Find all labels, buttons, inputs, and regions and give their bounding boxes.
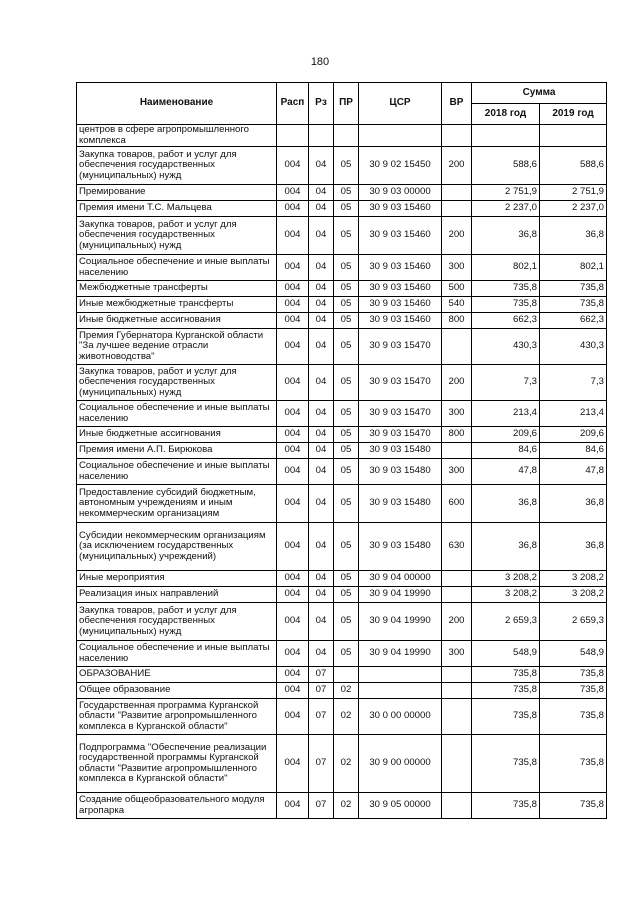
- cell-rasp: 004: [277, 201, 309, 217]
- cell-rz: 07: [309, 667, 334, 683]
- cell-name: Реализация иных направлений: [77, 587, 277, 603]
- header-csr: ЦСР: [359, 83, 442, 125]
- cell-sum-2019: 2 237,0: [540, 201, 607, 217]
- table-row: [77, 641, 607, 667]
- cell-csr: [359, 125, 442, 147]
- cell-sum-2018: 36,8: [472, 523, 540, 571]
- cell-rz: 04: [309, 329, 334, 365]
- cell-csr: 30 9 03 15460: [359, 281, 442, 297]
- cell-sum-2019: [540, 125, 607, 147]
- cell-csr: 30 9 03 00000: [359, 185, 442, 201]
- cell-csr: 30 9 03 15460: [359, 297, 442, 313]
- cell-vr: 630: [442, 523, 472, 571]
- cell-name: центров в сфере агропромышленного комплекса: [77, 125, 277, 147]
- cell-sum-2019: 735,8: [540, 297, 607, 313]
- cell-rz: 04: [309, 217, 334, 255]
- cell-rz: 04: [309, 603, 334, 641]
- cell-sum-2018: 735,8: [472, 793, 540, 819]
- cell-sum-2018: 735,8: [472, 281, 540, 297]
- cell-name: Премия имени Т.С. Мальцева: [77, 201, 277, 217]
- cell-csr: 30 9 02 15450: [359, 147, 442, 185]
- cell-rz: 04: [309, 281, 334, 297]
- cell-sum-2019: 3 208,2: [540, 587, 607, 603]
- header-pr: ПР: [334, 83, 359, 125]
- cell-vr: 200: [442, 365, 472, 401]
- cell-sum-2019: 36,8: [540, 523, 607, 571]
- cell-sum-2018: 735,8: [472, 297, 540, 313]
- table-row: [77, 667, 607, 683]
- cell-sum-2018: 2 237,0: [472, 201, 540, 217]
- cell-vr: [442, 793, 472, 819]
- cell-sum-2018: 735,8: [472, 699, 540, 735]
- table-row: [77, 313, 607, 329]
- header-name: Наименование: [77, 83, 277, 125]
- cell-sum-2018: 47,8: [472, 459, 540, 485]
- cell-rz: 04: [309, 365, 334, 401]
- header-rz: Рз: [309, 83, 334, 125]
- cell-csr: 30 9 00 00000: [359, 735, 442, 793]
- cell-sum-2019: 735,8: [540, 683, 607, 699]
- cell-csr: 30 9 05 00000: [359, 793, 442, 819]
- cell-sum-2018: 36,8: [472, 485, 540, 523]
- cell-rasp: 004: [277, 587, 309, 603]
- cell-sum-2019: 36,8: [540, 485, 607, 523]
- cell-rz: 07: [309, 683, 334, 699]
- cell-name: Премирование: [77, 185, 277, 201]
- cell-rasp: 004: [277, 217, 309, 255]
- table-body: [77, 125, 607, 819]
- table-row: [77, 603, 607, 641]
- cell-sum-2019: 548,9: [540, 641, 607, 667]
- cell-sum-2019: 3 208,2: [540, 571, 607, 587]
- cell-sum-2019: 662,3: [540, 313, 607, 329]
- cell-pr: 05: [334, 313, 359, 329]
- cell-name: Закупка товаров, работ и услуг для обеспечения государственных (муниципальных) нужд: [77, 603, 277, 641]
- cell-pr: 05: [334, 641, 359, 667]
- cell-csr: 30 9 04 19990: [359, 603, 442, 641]
- cell-sum-2018: 213,4: [472, 401, 540, 427]
- table-row: [77, 587, 607, 603]
- cell-vr: [442, 667, 472, 683]
- cell-pr: [334, 125, 359, 147]
- cell-sum-2018: 7,3: [472, 365, 540, 401]
- cell-pr: 05: [334, 255, 359, 281]
- cell-rasp: 004: [277, 281, 309, 297]
- cell-name: Закупка товаров, работ и услуг для обеспечения государственных (муниципальных) нужд: [77, 147, 277, 185]
- cell-rz: 04: [309, 185, 334, 201]
- cell-sum-2018: 36,8: [472, 217, 540, 255]
- cell-vr: [442, 699, 472, 735]
- cell-sum-2018: 2 751,9: [472, 185, 540, 201]
- cell-name: Предоставление субсидий бюджетным, автономным учреждениям и иным некоммерческим организациям: [77, 485, 277, 523]
- table-row: [77, 735, 607, 793]
- cell-sum-2019: 735,8: [540, 735, 607, 793]
- cell-csr: 30 9 04 19990: [359, 641, 442, 667]
- cell-rasp: 004: [277, 297, 309, 313]
- cell-rasp: 004: [277, 443, 309, 459]
- cell-name: Социальное обеспечение и иные выплаты населению: [77, 459, 277, 485]
- cell-name: Премия имени А.П. Бирюкова: [77, 443, 277, 459]
- cell-vr: [442, 735, 472, 793]
- cell-rasp: 004: [277, 365, 309, 401]
- cell-sum-2018: 735,8: [472, 667, 540, 683]
- cell-vr: 200: [442, 217, 472, 255]
- cell-sum-2019: 213,4: [540, 401, 607, 427]
- cell-pr: 02: [334, 699, 359, 735]
- cell-sum-2019: 36,8: [540, 217, 607, 255]
- cell-pr: 05: [334, 427, 359, 443]
- table-row: [77, 201, 607, 217]
- cell-rz: 04: [309, 147, 334, 185]
- cell-sum-2018: 588,6: [472, 147, 540, 185]
- cell-pr: 05: [334, 485, 359, 523]
- cell-csr: 30 9 04 19990: [359, 587, 442, 603]
- table-row: [77, 485, 607, 523]
- table-row: [77, 571, 607, 587]
- cell-sum-2019: 735,8: [540, 281, 607, 297]
- cell-rasp: 004: [277, 699, 309, 735]
- cell-csr: 30 9 03 15470: [359, 401, 442, 427]
- cell-pr: 02: [334, 793, 359, 819]
- budget-table: [76, 82, 607, 819]
- cell-name: Общее образование: [77, 683, 277, 699]
- cell-rz: 04: [309, 401, 334, 427]
- cell-rz: 04: [309, 313, 334, 329]
- cell-rasp: 004: [277, 329, 309, 365]
- cell-name: Иные межбюджетные трансферты: [77, 297, 277, 313]
- cell-rasp: 004: [277, 667, 309, 683]
- cell-rasp: 004: [277, 571, 309, 587]
- cell-sum-2019: 802,1: [540, 255, 607, 281]
- cell-sum-2018: 3 208,2: [472, 587, 540, 603]
- cell-rz: 04: [309, 427, 334, 443]
- cell-pr: 05: [334, 185, 359, 201]
- cell-name: Иные мероприятия: [77, 571, 277, 587]
- cell-rasp: 004: [277, 313, 309, 329]
- cell-vr: 200: [442, 603, 472, 641]
- cell-vr: [442, 571, 472, 587]
- cell-pr: 05: [334, 587, 359, 603]
- cell-name: Закупка товаров, работ и услуг для обеспечения государственных (муниципальных) нужд: [77, 365, 277, 401]
- cell-sum-2019: 2 659,3: [540, 603, 607, 641]
- cell-rasp: 004: [277, 793, 309, 819]
- table-row: [77, 523, 607, 571]
- cell-sum-2018: 662,3: [472, 313, 540, 329]
- cell-name: Межбюджетные трансферты: [77, 281, 277, 297]
- cell-csr: 30 9 03 15480: [359, 459, 442, 485]
- cell-rasp: 004: [277, 523, 309, 571]
- cell-rz: [309, 125, 334, 147]
- table-row: [77, 401, 607, 427]
- cell-pr: 05: [334, 603, 359, 641]
- table-row: [77, 365, 607, 401]
- cell-pr: 02: [334, 735, 359, 793]
- table-row: [77, 281, 607, 297]
- cell-sum-2018: 735,8: [472, 735, 540, 793]
- cell-rasp: 004: [277, 185, 309, 201]
- table-row: [77, 683, 607, 699]
- cell-csr: 30 9 03 15460: [359, 313, 442, 329]
- cell-name: ОБРАЗОВАНИЕ: [77, 667, 277, 683]
- cell-rz: 04: [309, 297, 334, 313]
- cell-rz: 04: [309, 459, 334, 485]
- cell-csr: [359, 667, 442, 683]
- cell-rz: 04: [309, 587, 334, 603]
- cell-csr: 30 9 03 15470: [359, 427, 442, 443]
- cell-name: Субсидии некоммерческим организациям (за исключением государственных (муниципальных) учреждений): [77, 523, 277, 571]
- cell-vr: [442, 201, 472, 217]
- table-header: [77, 83, 607, 125]
- cell-vr: 300: [442, 459, 472, 485]
- cell-pr: 05: [334, 147, 359, 185]
- cell-pr: 05: [334, 365, 359, 401]
- cell-csr: [359, 683, 442, 699]
- table-row: [77, 297, 607, 313]
- cell-rasp: 004: [277, 485, 309, 523]
- cell-vr: 540: [442, 297, 472, 313]
- cell-pr: 05: [334, 443, 359, 459]
- cell-rasp: 004: [277, 255, 309, 281]
- cell-sum-2018: 209,6: [472, 427, 540, 443]
- cell-sum-2018: 548,9: [472, 641, 540, 667]
- cell-name: Социальное обеспечение и иные выплаты населению: [77, 641, 277, 667]
- cell-name: Подпрограмма "Обеспечение реализации государственной программы Курганской области "Развитие агропромышленного комплекса в Курганской области": [77, 735, 277, 793]
- cell-rz: 04: [309, 255, 334, 281]
- cell-rz: 04: [309, 485, 334, 523]
- cell-rz: 07: [309, 699, 334, 735]
- cell-vr: [442, 125, 472, 147]
- table-row: [77, 185, 607, 201]
- cell-vr: [442, 683, 472, 699]
- cell-pr: 05: [334, 297, 359, 313]
- cell-vr: [442, 185, 472, 201]
- header-sum: Сумма: [472, 83, 607, 104]
- cell-sum-2019: 84,6: [540, 443, 607, 459]
- cell-vr: [442, 329, 472, 365]
- cell-rasp: 004: [277, 147, 309, 185]
- cell-csr: 30 9 03 15470: [359, 329, 442, 365]
- cell-rasp: 004: [277, 427, 309, 443]
- table-row: [77, 125, 607, 147]
- table-row: [77, 793, 607, 819]
- header-vr: ВР: [442, 83, 472, 125]
- cell-sum-2019: 7,3: [540, 365, 607, 401]
- header-rasp: Расп: [277, 83, 309, 125]
- cell-rasp: 004: [277, 683, 309, 699]
- cell-sum-2018: 802,1: [472, 255, 540, 281]
- cell-csr: 30 9 03 15480: [359, 523, 442, 571]
- cell-pr: 02: [334, 683, 359, 699]
- cell-name: Социальное обеспечение и иные выплаты населению: [77, 401, 277, 427]
- cell-vr: 300: [442, 255, 472, 281]
- cell-vr: 200: [442, 147, 472, 185]
- cell-name: Закупка товаров, работ и услуг для обеспечения государственных (муниципальных) нужд: [77, 217, 277, 255]
- cell-sum-2019: 588,6: [540, 147, 607, 185]
- cell-csr: 30 9 03 15460: [359, 255, 442, 281]
- table-row: [77, 255, 607, 281]
- cell-vr: 500: [442, 281, 472, 297]
- cell-name: Иные бюджетные ассигнования: [77, 313, 277, 329]
- cell-vr: [442, 443, 472, 459]
- cell-pr: 05: [334, 281, 359, 297]
- cell-vr: 800: [442, 313, 472, 329]
- cell-pr: 05: [334, 571, 359, 587]
- cell-csr: 30 9 03 15470: [359, 365, 442, 401]
- cell-sum-2019: 735,8: [540, 793, 607, 819]
- cell-rz: 04: [309, 201, 334, 217]
- table-row: [77, 443, 607, 459]
- cell-sum-2019: 735,8: [540, 667, 607, 683]
- cell-sum-2019: 209,6: [540, 427, 607, 443]
- cell-sum-2018: 84,6: [472, 443, 540, 459]
- cell-name: Государственная программа Курганской области "Развитие агропромышленного комплекса в Курганской области": [77, 699, 277, 735]
- cell-rz: 04: [309, 523, 334, 571]
- cell-pr: 05: [334, 217, 359, 255]
- cell-rz: 04: [309, 641, 334, 667]
- cell-pr: 05: [334, 201, 359, 217]
- cell-sum-2019: 430,3: [540, 329, 607, 365]
- cell-sum-2018: 3 208,2: [472, 571, 540, 587]
- cell-vr: 600: [442, 485, 472, 523]
- cell-pr: 05: [334, 401, 359, 427]
- table-row: [77, 217, 607, 255]
- cell-csr: 30 9 03 15480: [359, 485, 442, 523]
- cell-sum-2019: 735,8: [540, 699, 607, 735]
- cell-name: Социальное обеспечение и иные выплаты населению: [77, 255, 277, 281]
- cell-pr: 05: [334, 329, 359, 365]
- cell-csr: 30 9 03 15460: [359, 217, 442, 255]
- cell-csr: 30 9 03 15460: [359, 201, 442, 217]
- cell-rasp: 004: [277, 603, 309, 641]
- cell-rz: 07: [309, 793, 334, 819]
- cell-rz: 04: [309, 443, 334, 459]
- cell-name: Премия Губернатора Курганской области "За лучшее ведение отрасли животноводства": [77, 329, 277, 365]
- cell-vr: 300: [442, 401, 472, 427]
- cell-pr: 05: [334, 459, 359, 485]
- cell-pr: [334, 667, 359, 683]
- cell-rz: 07: [309, 735, 334, 793]
- cell-rasp: [277, 125, 309, 147]
- cell-sum-2019: 2 751,9: [540, 185, 607, 201]
- cell-sum-2018: 430,3: [472, 329, 540, 365]
- table-row: [77, 699, 607, 735]
- cell-sum-2018: 735,8: [472, 683, 540, 699]
- cell-csr: 30 9 04 00000: [359, 571, 442, 587]
- cell-rasp: 004: [277, 735, 309, 793]
- cell-csr: 30 0 00 00000: [359, 699, 442, 735]
- table-row: [77, 427, 607, 443]
- page-number: 180: [310, 56, 330, 68]
- header-2019: 2019 год: [540, 104, 607, 125]
- table-row: [77, 147, 607, 185]
- cell-sum-2019: 47,8: [540, 459, 607, 485]
- cell-rz: 04: [309, 571, 334, 587]
- cell-pr: 05: [334, 523, 359, 571]
- cell-vr: [442, 587, 472, 603]
- table-row: [77, 459, 607, 485]
- cell-name: Создание общеобразовательного модуля агропарка: [77, 793, 277, 819]
- header-2018: 2018 год: [472, 104, 540, 125]
- cell-rasp: 004: [277, 401, 309, 427]
- cell-vr: 800: [442, 427, 472, 443]
- cell-name: Иные бюджетные ассигнования: [77, 427, 277, 443]
- table-row: [77, 329, 607, 365]
- cell-rasp: 004: [277, 641, 309, 667]
- cell-sum-2018: 2 659,3: [472, 603, 540, 641]
- cell-vr: 300: [442, 641, 472, 667]
- cell-csr: 30 9 03 15480: [359, 443, 442, 459]
- cell-rasp: 004: [277, 459, 309, 485]
- cell-sum-2018: [472, 125, 540, 147]
